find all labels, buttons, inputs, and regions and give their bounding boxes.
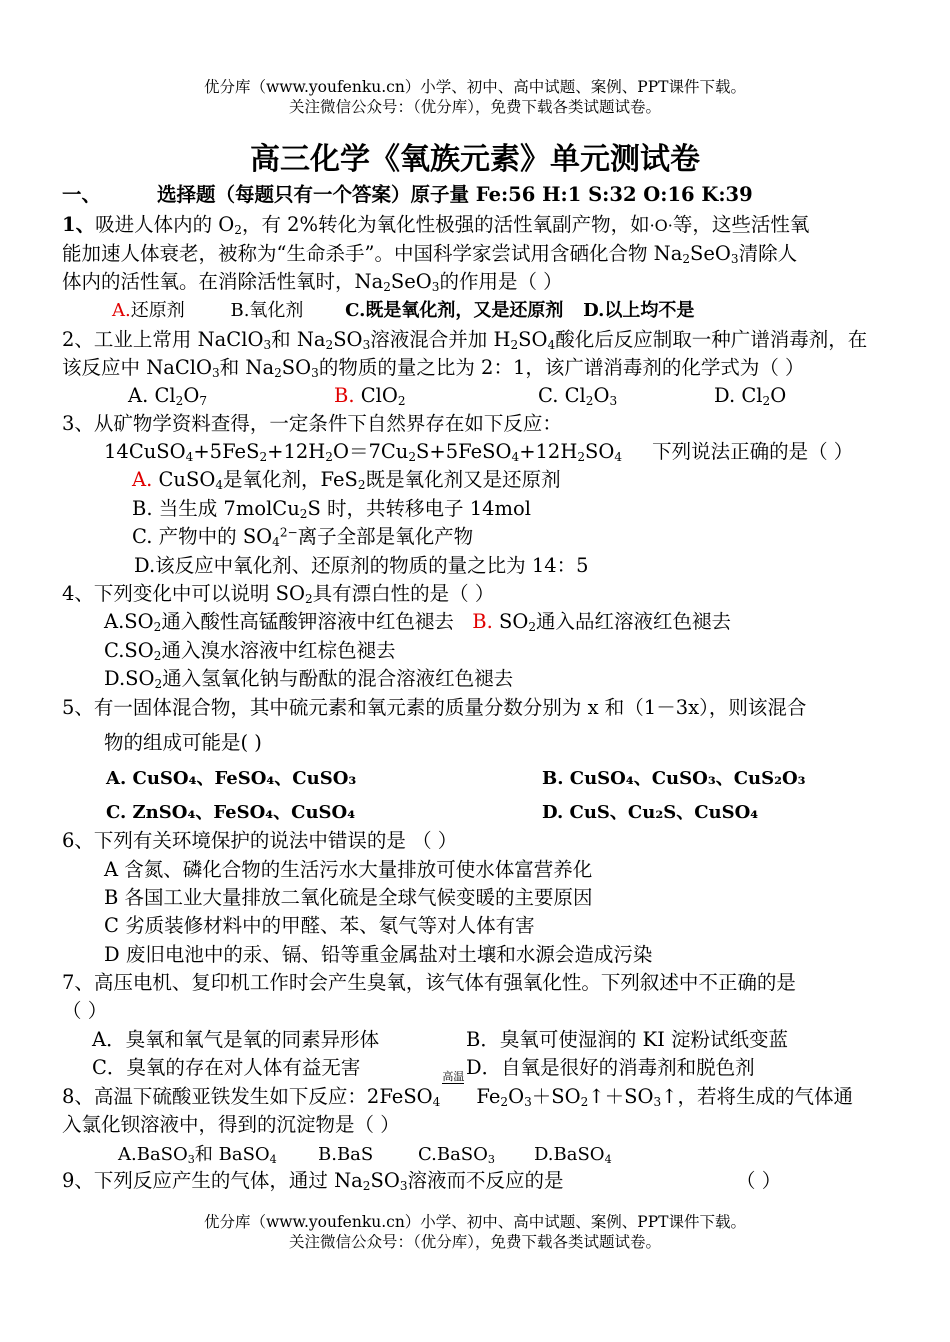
q4-option-c: $C.SO_2$通入溴水溶液中红棕色褪去 [104, 639, 396, 664]
q9-answer-paren: （ ） [736, 1169, 782, 1192]
q6-line-1: 6、下列有关环境保护的说法中错误的是 （ ） [62, 829, 458, 852]
q6-option-b: B 各国工业大量排放二氧化硫是全球气候变暖的主要原因 [104, 886, 593, 909]
q4-option-b: B. $SO_2$通入品红溶液红色褪去 [472, 610, 732, 635]
q8-option-b: B.BaS [318, 1144, 374, 1165]
q3-option-a: A. CuSO$_4$是氧化剂，FeS$_2$既是氧化剂又是还原剂 [132, 468, 561, 493]
q7-option-c: C．臭氧的存在对人体有益无害 [92, 1056, 361, 1079]
q7-option-d: D．自氧是很好的消毒剂和脱色剂 [466, 1056, 755, 1079]
q6-option-a: A 含氮、磷化合物的生活污水大量排放可使水体富营养化 [104, 858, 593, 881]
q1-line-2: 能加速人体衰老，被称为“生命杀手”。中国科学家尝试用含硒化合物 $Na_2SeO_3$清除人 [62, 242, 798, 267]
q1-option-d: D.以上均不是 [583, 300, 695, 321]
q1-option-c: C.既是氧化剂，又是还原剂 [345, 300, 564, 321]
q2-line-1: 2、工业上常用 NaClO$_3$和 $Na_2SO_3$溶液混合并加 $H_2SO_4$酸化后反应制取一种广谱消毒剂，在 [62, 328, 868, 353]
q8-options [118, 1141, 612, 1169]
q9-line-1: 9、下列反应产生的气体，通过 $Na_2SO_3$溶液而不反应的是 [62, 1169, 564, 1194]
q1-options [112, 297, 694, 325]
q1-option-a-letter: A. [112, 300, 131, 321]
q1-option-a: 还原剂 [130, 300, 185, 321]
q2-options [128, 382, 787, 410]
q5-line-1: 5、有一固体混合物，其中硫元素和氧元素的质量分数分别为 x 和（1－3x），则该混合 [62, 696, 807, 719]
q3-option-b: B. 当生成 7molCu$_2$S 时，共转移电子 14mol [132, 497, 532, 522]
q7-line-1: 7、高压电机、复印机工作时会产生臭氧，该气体有强氧化性。下列叙述中不正确的是 [62, 971, 796, 994]
q4-option-a: $A.SO_2$通入酸性高锰酸钾溶液中红色褪去 [104, 610, 454, 635]
q6-option-c: C 劣质装修材料中的甲醛、苯、氡气等对人体有害 [104, 914, 535, 937]
reaction-condition: 高温 [442, 1070, 465, 1083]
q5-option-b: B. CuSO₄、CuSO₃、CuS₂O₃ [542, 768, 806, 789]
q7-option-a: A．臭氧和氧气是氧的同素异形体 [92, 1028, 380, 1051]
q8-option-c: C.BaSO$_3$ [418, 1144, 496, 1166]
q8-option-a: A.BaSO$_3$和 BaSO$_4$ [118, 1144, 277, 1166]
q4-line-1: 4、下列变化中可以说明 $SO_2$具有漂白性的是（ ） [62, 582, 495, 607]
oxygen-radical: ·O· [649, 216, 673, 235]
header-line-1: 优分库（www.youfenku.cn）小学、初中、高中试题、案例、PPT课件下载。 [203, 78, 747, 96]
q4-options-ab [104, 608, 731, 636]
q2-option-b: B. ClO$_2$ [334, 384, 406, 409]
q6-option-d: D 废旧电池中的汞、镉、铅等重金属盐对土壤和水源会造成污染 [104, 943, 653, 966]
q1-option-b: B.氧化剂 [230, 300, 304, 321]
q4-option-d: $D.SO_2$通入氢氧化钠与酚酞的混合溶液红色褪去 [104, 667, 514, 692]
q5-option-c: C. ZnSO₄、FeSO₄、CuSO₄ [106, 802, 356, 823]
q5-option-a: A. CuSO₄、FeSO₄、CuSO₃ [106, 768, 357, 789]
section-heading [62, 181, 753, 209]
q3-line-1: 3、从矿物学资料查得，一定条件下自然界存在如下反应： [62, 412, 562, 435]
q5-option-d: D. CuS、Cu₂S、CuSO₄ [542, 802, 759, 823]
q8-option-d: D.BaSO$_4$ [534, 1144, 612, 1166]
footer-line-1: 优分库（www.youfenku.cn）小学、初中、高中试题、案例、PPT课件下载。 [203, 1213, 747, 1231]
q3-equation: $14CuSO_4+5FeS_2+12H_2O=7Cu_2S+5FeSO_4+12H_2SO_4$ 下列说法正确的是（ ） [104, 440, 854, 465]
page-title: 高三化学《氧族元素》单元测试卷 [250, 142, 700, 177]
q3-option-c: C. 产物中的 $SO_4^{2-}$离子全部是氧化产物 [132, 525, 474, 550]
section-text: 选择题（每题只有一个答案）原子量 Fe:56 H:1 S:32 O:16 K:39 [157, 183, 753, 206]
q5-line-2: 物的组成可能是( ) [104, 731, 262, 754]
q2-option-a: A. $Cl_2O_7$ [128, 384, 208, 409]
q1-line-3: 体内的活性氧。在消除活性氧时，$Na_2SeO_3$的作用是（ ） [62, 270, 563, 295]
q2-line-2: 该反应中 NaClO$_3$和 $Na_2SO_3$的物质的量之比为 2：1，该广谱消毒剂的化学式为（ ） [62, 356, 805, 381]
section-label: 一、 [62, 183, 102, 206]
q7-option-b: B．臭氧可使湿润的 KI 淀粉试纸变蓝 [466, 1028, 788, 1051]
q3-option-d: D.该反应中氧化剂、还原剂的物质的量之比为 14：5 [134, 554, 589, 577]
q1-line-1: 1、吸进人体内的 $O_2$，有 2%转化为氧化性极强的活性氧副产物，如·O·等，这些活性氧 [62, 213, 810, 238]
q8-line-2: 入氯化钡溶液中，得到的沉淀物是（ ） [62, 1113, 400, 1136]
footer-line-2: 关注微信公众号：（优分库），免费下载各类试题试卷。 [288, 1233, 661, 1251]
q7-line-2: （ ） [62, 999, 108, 1022]
q2-option-d: D. $Cl_2O$ [714, 384, 787, 409]
q8-line-1: 8、高温下硫酸亚铁发生如下反应：2FeSO$_4$ 高温 $Fe_2O_3+SO_2↑+SO_3↑$，若将生成的气体通 [62, 1070, 854, 1110]
q2-option-c: C. $Cl_2O_3$ [538, 384, 618, 409]
header-line-2: 关注微信公众号：（优分库），免费下载各类试题试卷。 [288, 98, 661, 116]
